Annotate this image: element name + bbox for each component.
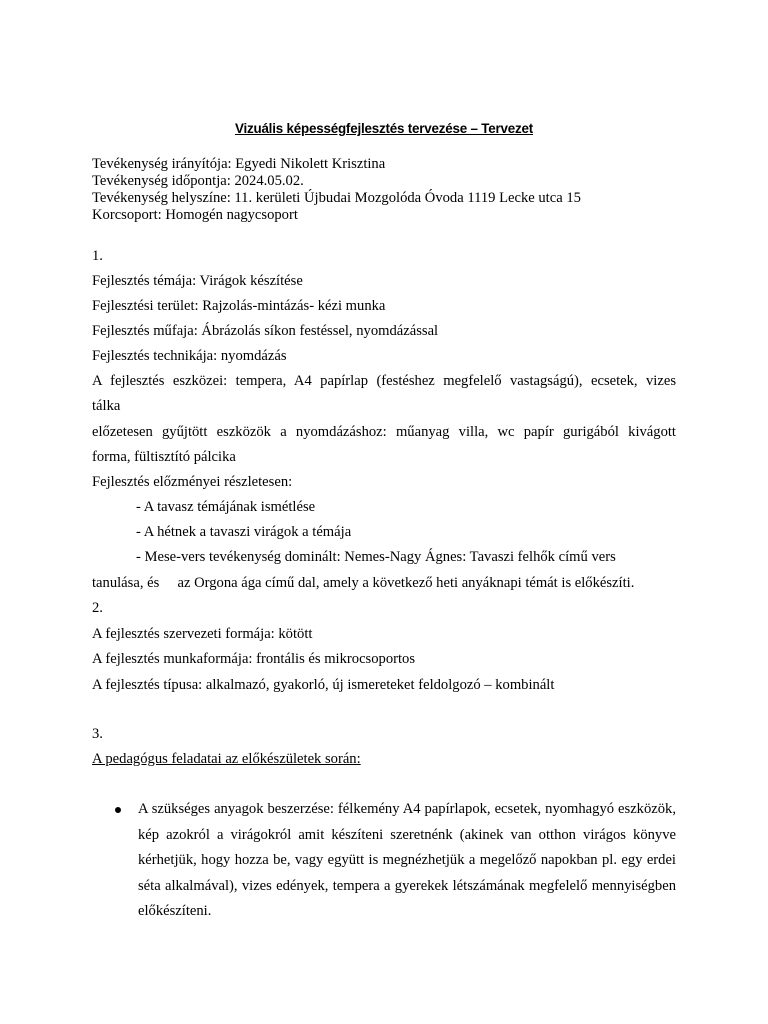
bullet-dot-icon xyxy=(115,807,121,813)
header-age-group: Korcsoport: Homogén nagycsoport xyxy=(92,207,298,223)
header-date: Tevékenység időpontja: 2024.05.02. xyxy=(92,173,304,189)
section-1-genre: Fejlesztés műfaja: Ábrázolás síkon festéssel, nyomdázással xyxy=(92,323,439,339)
section-1-area: Fejlesztési terület: Rajzolás-mintázás- kézi munka xyxy=(92,298,386,314)
header-location: Tevékenység helyszíne: 11. kerületi Újbudai Mozgolóda Óvoda 1119 Lecke utca 15 xyxy=(92,190,581,206)
section-1-number: 1. xyxy=(92,248,103,264)
section-1-antecedent-3-cont: tanulása, és az Orgona ága című dal, amely a következő heti anyáknapi témát is előkészíti. xyxy=(92,575,635,591)
section-1-antecedent-3: - Mese-vers tevékenység dominált: Nemes-Nagy Ágnes: Tavaszi felhők című vers xyxy=(136,549,616,565)
section-3-number: 3. xyxy=(92,726,103,742)
header-director: Tevékenység irányítója: Egyedi Nikolett Krisztina xyxy=(92,156,386,172)
section-1-topic: Fejlesztés témája: Virágok készítése xyxy=(92,273,303,289)
section-1-tools-line-1: A fejlesztés eszközei: tempera, A4 papírlap (festéshez megfelelő vastagságú), ecsetek, vizes xyxy=(92,373,676,389)
section-1-technique: Fejlesztés technikája: nyomdázás xyxy=(92,348,287,364)
section-2-org-form: A fejlesztés szervezeti formája: kötött xyxy=(92,626,313,642)
section-2-type: A fejlesztés típusa: alkalmazó, gyakorló, új ismereteket feldolgozó – kombinált xyxy=(92,677,555,693)
section-3-bullet-list xyxy=(92,797,676,925)
section-1-antecedent-1: - A tavasz témájának ismétlése xyxy=(136,499,316,515)
section-1-collected-line-1: előzetesen gyűjtött eszközök a nyomdázáshoz: műanyag villa, wc papír gurigából kivágott xyxy=(92,424,676,440)
section-2-work-form: A fejlesztés munkaformája: frontális és mikrocsoportos xyxy=(92,651,416,667)
document-title: Vizuális képességfejlesztés tervezése – Tervezet xyxy=(234,121,534,136)
section-3-heading: A pedagógus feladatai az előkészületek során: xyxy=(92,751,361,767)
section-1-collected-line-2: forma, fültisztító pálcika xyxy=(92,449,236,465)
section-1-antecedent-2: - A hétnek a tavaszi virágok a témája xyxy=(136,524,352,540)
section-1-tools-line-2: tálka xyxy=(92,398,121,414)
section-3-bullet-1: A szükséges anyagok beszerzése: félkemény A4 papírlapok, ecsetek, nyomhagyó eszközök, kép azokról a virágokról amit készíteni szeretnénk (akinek van otthon virágos könyve kérhetjük, hogy hozza be, vagy együtt is megnézhetjük a megelőző napokban pl. egy erdei séta alkalmával), vizes edények, tempera a gyerekek létszámának megfelelő mennyiségben előkészíteni. xyxy=(138,801,676,919)
section-2-number: 2. xyxy=(92,600,103,616)
section-1-antecedents-label: Fejlesztés előzményei részletesen: xyxy=(92,474,293,490)
